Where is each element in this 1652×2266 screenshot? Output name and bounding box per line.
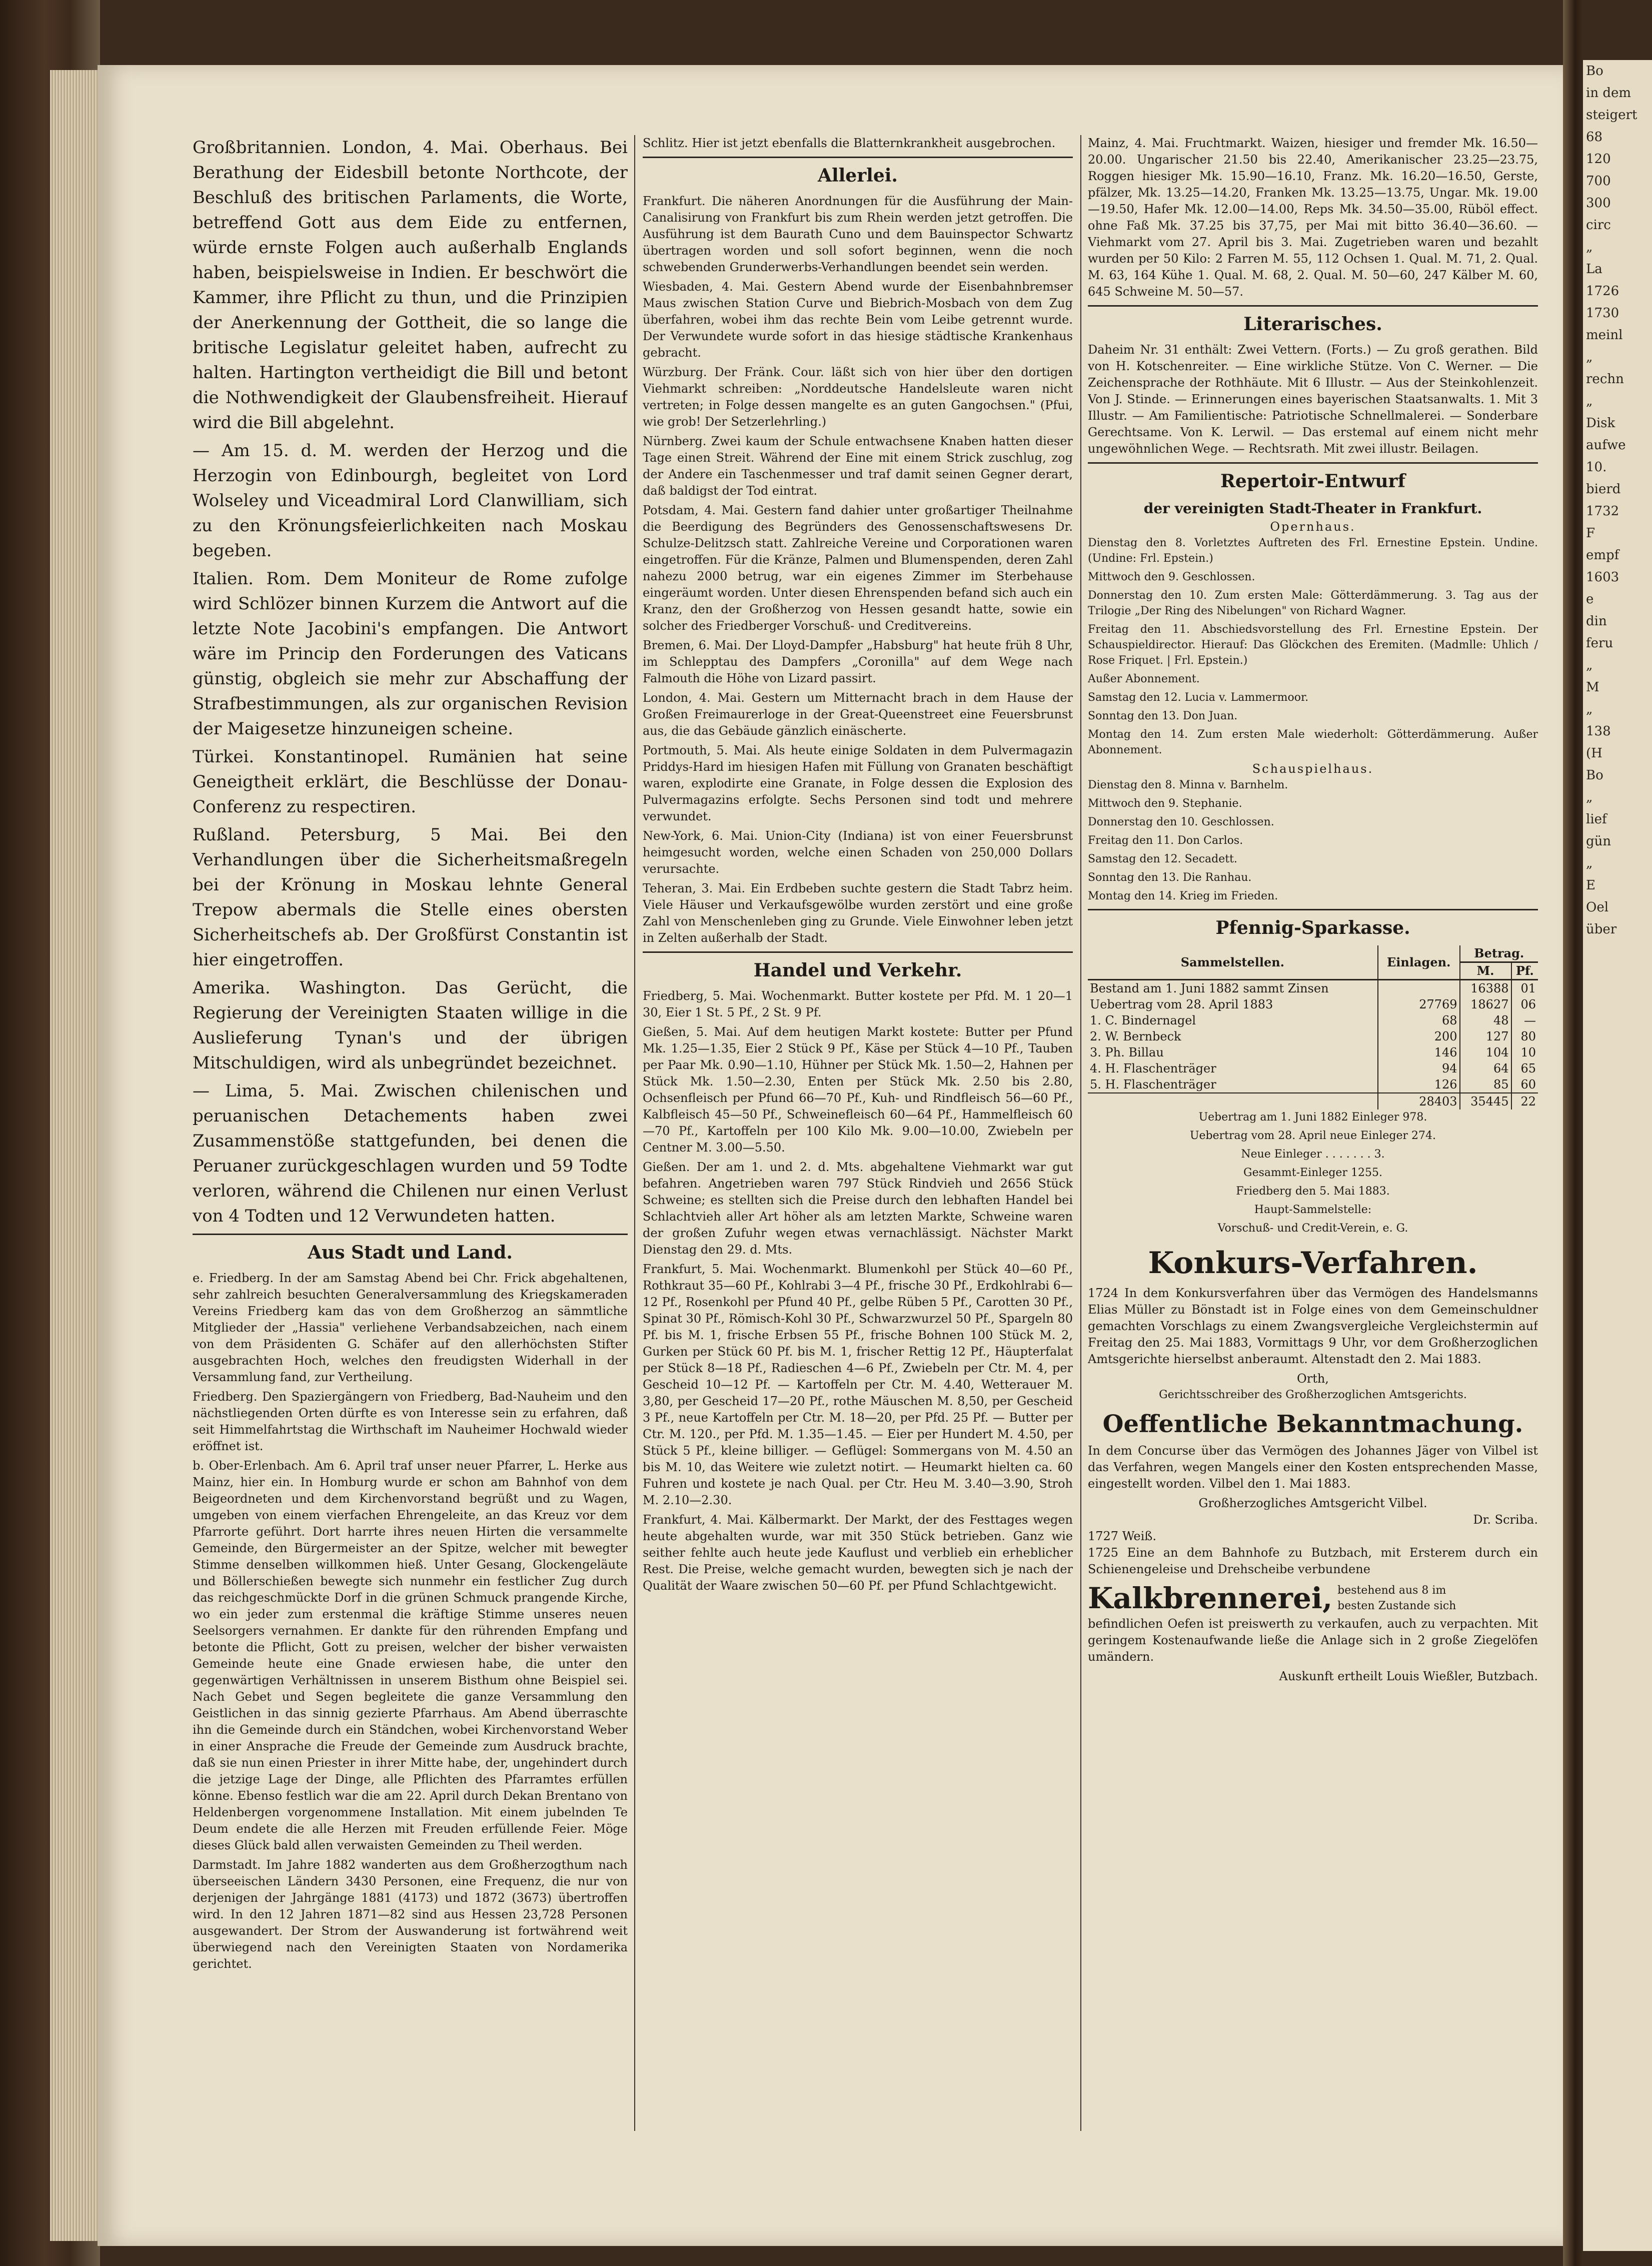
news-item: Großbritannien. London, 4. Mai. Oberhaus. Bei Berathung der Eidesbill betonte Northcote, der Beschluß des britischen Parlaments, die Worte, betreffend Gott aus dem Eide zu entfernen, würde ernste Folgen auch außerhalb Englands haben, beispielsweise in Indien. Er beschwört die Kammer, ihre Pflicht zu thun, und die Prinzipien der Anerkennung der Gottheit, die so lange die britische Legislatur geleitet haben, aufrecht zu halten. Hartington vertheidigt die Bill und betont die Nothwendigkeit der Glaubensfreiheit. Hierauf wird die Bill abgelehnt. [193,138,628,433]
table-row [1088,980,1538,997]
miscellaneous-news [643,193,1073,946]
adjacent-text: Oel [1586,900,1609,915]
misc-item: London, 4. Mai. Gestern um Mitternacht brach in dem Hause der Großen Freimaurerloge in der Great-Queenstreet eine Feuersbrunst aus, die das Gebäude gänzlich einäscherte. [643,691,1073,738]
local-item: Friedberg. Den Spaziergängern von Friedberg, Bad-Nauheim und den nächstliegenden Orten dürfte es von Interesse sein zu erfahren, daß seit Himmelfahrtstag die Wirthschaft im Nauheimer Hochwald wieder eröffnet ist. [193,1390,628,1453]
table-cell: 48 [1460,1012,1511,1028]
adjacent-text: circ [1586,218,1611,233]
table-cell: Uebertrag vom 28. April 1883 [1090,997,1273,1011]
literature-text: Daheim Nr. 31 enthält: Zwei Vettern. (Forts.) — Zu groß gerathen. Bild von H. Kotschenreiter. — Eine wirkliche Stütze. Von C. Werner. — Die Zeichensprache der Rothhäute. Mit 6 Illustr. — Aus der Steinkohlenzeit. Von J. Stinde. — Erinnerungen eines bayerischen Staatsanwalts. 1. Mit 3 Illustr. — Am Familientische: Patriotische Schnellmalerei. — Sonderbare Gerechtsame. Von K. Lerwil. — Das erstemal auf einem nicht mehr ungewöhnlichen Wege. — Rechtsrath. Mit zwei illustr. Beilagen. [1088,343,1538,456]
savings-note: Gesammt-Einleger 1255. [1243,1167,1382,1179]
table-cell: 4. H. Flaschenträger [1090,1061,1216,1075]
table-cell: 10 [1511,1044,1538,1060]
trade-item: Gießen. Der am 1. und 2. d. Mts. abgehaltene Viehmarkt war gut befahren. Angetrieben waren 797 Stück Rindvieh und 2656 Stück Schweine; es stellten sich die Preise durch den lebhaften Handel bei Schlachtvieh aller Art höher als am letzten Markte, Schweine waren der großen Zufuhr wegen etwas vernachlässigt. Nächster Markt Dienstag den 29. d. Mts. [643,1160,1073,1257]
misc-item: Teheran, 3. Mai. Ein Erdbeben suchte gestern die Stadt Tabrz heim. Viele Häuser und Verkaufsgewölbe wurden zerstört und eine große Zahl von Menschenleben ging zu Grunde. Viele Einwohner leben jetzt in Zelten außerhalb der Stadt. [643,881,1073,945]
column-1 [193,135,628,2176]
adjacent-text: 300 [1586,196,1611,211]
th-station: Sammelstellen. [1088,945,1378,980]
play-entry: Samstag den 12. Secadett. [1088,853,1237,865]
adjacent-text: gün [1586,834,1611,849]
news-item: Türkei. Konstantinopel. Rumänien hat seine Geneigtheit erklärt, die Beschlüsse der Donau-Conferenz zu respectiren. [193,747,628,817]
adjacent-text: Disk [1586,416,1615,431]
table-cell: 1. C. Bindernagel [1090,1013,1196,1027]
table-cell: 18627 [1460,996,1511,1012]
adjacent-text: E [1586,878,1595,893]
th-deposits: Einlagen. [1378,945,1460,980]
play-entry: Freitag den 11. Don Carlos. [1088,834,1243,847]
adjacent-text: lief [1586,812,1607,827]
misc-item: Würzburg. Der Fränk. Cour. läßt sich von hier über den dortigen Viehmarkt schreiben: „Norddeutsche Handelsleute waren nicht vertreten; in Folge dessen mangelte es an guten Gangochsen." (Pfui, wie grob! Der Setzerlehrling.) [643,365,1073,429]
play-entry: Dienstag den 8. Minna v. Barnhelm. [1088,779,1288,791]
repertoire-subtitle: der vereinigten Stadt-Theater in Frankfurt. [1143,500,1482,517]
lime-kiln-side-text: bestehend aus 8 im besten Zustande sich [1337,1584,1456,1612]
opera-entry: Mittwoch den 9. Geschlossen. [1088,571,1255,583]
news-item: — Am 15. d. M. werden der Herzog und die Herzogin von Edinbourgh, begleitet von Lord Wolseley und Viceadmiral Lord Clanwilliam, sich zu den Krönungsfeierlichkeiten nach Moskau begeben. [193,441,628,561]
table-row [1088,1076,1538,1093]
table-cell: 126 [1378,1076,1460,1093]
misc-item: Portmouth, 5. Mai. Als heute einige Soldaten in dem Pulvermagazin Priddys-Hard im hiesigen Hafen mit Füllung von Granaten beschäftigt waren, explodirte eine Granate, in Folge dessen die Explosion des Pulvermagazins erfolgte. Sechs Personen sind todt und mehrere verwundet. [643,743,1073,823]
table-cell: Bestand am 1. Juni 1882 sammt Zinsen [1090,981,1329,995]
announcement-title: Oeffentliche Bekanntmachung. [1102,1410,1523,1438]
opera-entry: Außer Abonnement. [1088,673,1200,685]
savings-note: Haupt-Sammelstelle: [1254,1204,1372,1216]
adjacent-text: 1732 [1586,504,1619,519]
opera-title: Opernhaus. [1270,520,1356,534]
table-cell: 3. Ph. Billau [1090,1045,1164,1059]
adjacent-text: feru [1586,636,1613,651]
opera-entry: Sonntag den 13. Don Juan. [1088,710,1238,722]
opera-entry: Samstag den 12. Lucia v. Lammermoor. [1088,691,1309,704]
table-cell: 146 [1378,1044,1460,1060]
th-pfennig: Pf. [1511,962,1538,980]
opera-entry: Donnerstag den 10. Zum ersten Male: Götterdämmerung. 3. Tag aus der Trilogie „Der Ring des Nibelungen" von Richard Wagner. [1088,589,1538,617]
table-cell: 2. W. Bernbeck [1090,1029,1181,1043]
local-item: Darmstadt. Im Jahre 1882 wanderten aus dem Großherzogthum nach überseeischen Ländern 3430 Personen, eine Frequenz, die nur von derjenigen der Jahrgänge 1881 (4173) und 1872 (3673) übertroffen wird. In den 12 Jahren 1871—82 sind aus Hessen 23,728 Personen ausgewandert. Der Strom der Auswanderung ist fortwährend weit überwiegend nach den Vereinigten Staaten von Nordamerika gerichtet. [193,1858,628,1971]
table-cell: 94 [1378,1060,1460,1076]
table-row [1088,1012,1538,1028]
adjacent-text: 120 [1586,152,1611,167]
trade-news [643,988,1073,1594]
play-entry: Donnerstag den 10. Geschlossen. [1088,816,1274,828]
lime-kiln-intro: 1725 Eine an dem Bahnhofe zu Butzbach, mit Ersterem durch ein Schienengeleise und Drehscheibe verbundene [1088,1546,1538,1576]
table-cell [1088,1093,1378,1109]
announcement-court: Großherzogliches Amtsgericht Vilbel. [1198,1496,1427,1510]
adjacent-text: in dem [1586,86,1631,101]
adjacent-text: (H [1586,746,1602,761]
table-total-row [1088,1093,1538,1109]
table-cell: 200 [1378,1028,1460,1044]
opera-entry: Montag den 14. Zum ersten Male wiederholt: Götterdämmerung. Außer Abonnement. [1088,728,1538,756]
trade-item: Gießen, 5. Mai. Auf dem heutigen Markt kostete: Butter per Pfund Mk. 1.25—1.35, Eier 2 Stück 9 Pf., Käse per Stück 4—10 Pf., Tauben per Paar Mk. 0.90—1.10, Hühner per Stück Mk. 1.50—2, Hahnen per Stück Mk. 1.50—2.30, Enten per Stück Mk. 2.50 bis 2.80, Ochsenfleisch per Pfund 66—70 Pf., Kuh- und Rindfleisch 56—60 Pf., Kalbfleisch 45—50 Pf., Schweinefleisch 60—64 Pf., Hammelfleisch 60—70 Pf., Kartoffeln per 100 Kilo Mk. 9.00—10.00, Zwiebeln per Centner M. 3.00—5.50. [643,1025,1073,1155]
adjacent-text: 1726 [1586,284,1619,299]
konkurs-text: 1724 In dem Konkursverfahren über das Vermögen des Handelsmanns Elias Müller zu Bönstadt ist in Folge eines von dem Gemeinschuldner gemachten Vorschlags zu einem Zwangsvergleiche Vergleichstermin auf Freitag den 25. Mai 1883, Vormittags 9 Uhr, vor dem Großherzoglichen Amtsgerichte hierselbst anberaumt. Altenstadt den 2. Mai 1883. [1088,1286,1538,1366]
adjacent-text: Bo [1586,768,1603,783]
opera-schedule [1088,535,1538,758]
column-2 [643,135,1073,2176]
konkurs-signature-office: Gerichtsschreiber des Großherzoglichen Amtsgerichts. [1159,1389,1467,1401]
adjacent-text: e [1586,592,1594,607]
adjacent-text: „ [1586,790,1593,805]
adjacent-text: 68 [1586,130,1603,145]
trade-item: Frankfurt, 4. Mai. Kälbermarkt. Der Markt, der des Festtages wegen heute abgehalten wurde, war mit 350 Stück betrieben. Ganz wie seither fehlte auch heute jede Kauflust und verblieb ein erheblicher Rest. Die Preise, welche gemacht wurden, bewegten sich je nach der Qualität der Waare zwischen 50—60 Pf. per Pfund Schlachtgewicht. [643,1513,1073,1593]
savings-note: Uebertrag am 1. Juni 1882 Einleger 978. [1198,1111,1427,1123]
adjacent-text: „ [1586,394,1593,409]
news-item: Rußland. Petersburg, 5 Mai. Bei den Verhandlungen über die Sicherheitsmaßregeln bei der Krönung in Moskau lehnte General Trepow abermals die Stelle eines obersten Sicherheitschefs ab. Der Großfürst Constantin ist hier eingetroffen. [193,825,628,970]
misc-item: Wiesbaden, 4. Mai. Gestern Abend wurde der Eisenbahnbremser Maus zwischen Station Curve und Biebrich-Mosbach von dem Zug überfahren, wobei ihm das rechte Bein vom Leibe getrennt wurde. Der Verwundete wurde sofort in das hiesige städtische Krankenhaus gebracht. [643,280,1073,360]
play-entry: Sonntag den 13. Die Ranhau. [1088,871,1252,884]
table-row [1088,1028,1538,1044]
savings-note: Friedberg den 5. Mai 1883. [1236,1185,1390,1198]
column-rule [1080,135,1081,2131]
adjacent-text: aufwe [1586,438,1626,453]
trade-item: Friedberg, 5. Mai. Wochenmarkt. Butter kostete per Pfd. M. 1 20—1 30, Eier 1 St. 5 Pf., 2 St. 9 Pf. [643,989,1073,1019]
table-cell: — [1511,1012,1538,1028]
table-cell: 64 [1460,1060,1511,1076]
th-amount: Betrag. [1460,945,1538,962]
table-cell: 27769 [1378,996,1460,1012]
section-title-trade: Handel und Verkehr. [643,951,1073,985]
th-mark: M. [1460,962,1511,980]
savings-title: Pfennig-Sparkasse. [1088,909,1538,942]
adjacent-text: bierd [1586,482,1621,497]
adjacent-page-fragment [1583,60,1652,2251]
adjacent-text: über [1586,922,1617,937]
page-edges [50,70,105,2241]
lime-kiln-text: befindlichen Oefen ist preiswerth zu verkaufen, auch zu verpachten. Mit geringem Kostenaufwande ließe die Anlage sich in 2 große Ziegelöfen umändern. [1088,1617,1538,1664]
misc-item: Frankfurt. Die näheren Anordnungen für die Ausführung der Main-Canalisirung von Frankfurt bis zum Rhein werden jetzt getroffen. Die Ausführung ist dem Baurath Cuno und dem Bauinspector Schwartz übertragen worden und soll sofort beginnen, wenn die noch schwebenden Grunderwerbs-Verhandlungen beendet sein werden. [643,194,1073,274]
play-entry: Mittwoch den 9. Stephanie. [1088,797,1242,810]
adjacent-text: meinl [1586,328,1623,343]
konkurs-title: Konkurs-Verfahren. [1148,1246,1478,1281]
table-cell: 65 [1511,1060,1538,1076]
news-item: Italien. Rom. Dem Moniteur de Rome zufolge wird Schlözer binnen Kurzem die Antwort auf die letzte Note Jacobini's empfangen. Die Antwort wäre im Princip den Forderungen des Vaticans günstig, obgleich sie mehr zur Abschaffung der Strafbestimmungen, als zur organischen Revision der Maigesetze hinzuneigen scheine. [193,569,628,739]
savings-table [1088,945,1538,1109]
book-gutter [1563,0,1583,2266]
savings-note: Vorschuß- und Credit-Verein, e. G. [1217,1222,1408,1235]
table-cell: 28403 [1378,1093,1460,1109]
table-row [1088,1044,1538,1060]
repertoire-title: Repertoir-Entwurf [1088,462,1538,496]
table-cell: 35445 [1460,1093,1511,1109]
table-cell [1378,980,1460,997]
adjacent-text: 700 [1586,174,1611,189]
misc-item: Potsdam, 4. Mai. Gestern fand dahier unter großartiger Theilnahme die Beerdigung des Begründers des Genossenschaftswesens Dr. Schulze-Delitzsch statt. Zahlreiche Vereine und Corporationen waren eingetroffen. Für die Kränze, Palmen und Blumenspenden, deren Zahl nahezu 2000 betrug, war ein eigenes Zimmer im Sterbehause eingeräumt worden. Unter diesen Ehrenspenden befand sich auch ein Kranz, den der Großherzog von Hessen gesandt hatte, sowie ein solcher des Friedberger Vorschuß- und Creditvereins. [643,503,1073,633]
adjacent-text: „ [1586,658,1593,673]
adjacent-text: F [1586,526,1595,541]
table-cell: 68 [1378,1012,1460,1028]
trade-item: Frankfurt, 5. Mai. Wochenmarkt. Blumenkohl per Stück 40—60 Pf., Rothkraut 35—60 Pf., Kohlrabi 3—4 Pf., frische 30 Pf., Erdkohlrabi 6—12 Pf., Rosenkohl per Pfund 40 Pf., gelbe Rüben 5 Pf., Carotten 30 Pf., Spinat 30 Pf., Römisch-Kohl 30 Pf., Schwarzwurzel 50 Pf., Spargeln 80 Pf. bis M. 1, frische Erbsen 55 Pf., frische Bohnen 100 Stück M. 2, Gurken per Stück 60 Pf. bis M. 1, frischer Rettig 12 Pf., Häupterfalat per Stück 8—18 Pf., Radieschen 4—6 Pf., Zwiebeln per Ctr. M. 4, per Gescheid 10—12 Pf. — Kartoffeln per Ctr. M. 4.40, Wetterauer M. 3,80, per Gescheid 17—20 Pf., rothe Mäuschen M. 8,50, per Gescheid 3 Pf., neue Kartoffeln per Ctr. M. 18—20, per Pfd. 25 Pf. — Butter per Ctr. M. 120., per Pfd. M. 1.35—1.45. — Eier per Hundert M. 4.50, per Stück 5 Pf., kleine billiger. — Geflügel: Sommergans von M. 4.50 an bis M. 10, das Weitere wie zuletzt notirt. — Heumarkt hielten ca. 60 Fuhren und kostete je nach Qual. per Ctr. Heu M. 3.40—3.90, Stroh M. 2.10—2.30. [643,1262,1073,1507]
table-cell: 22 [1511,1093,1538,1109]
table-row [1088,996,1538,1012]
local-item: e. Friedberg. In der am Samstag Abend bei Chr. Frick abgehaltenen, sehr zahlreich besuchten Generalversammlung des Kriegskameraden Vereins Friedberg kam das von dem Großherzog an sämmtliche Mitglieder der „Hassia" verliehene Verbandsabzeichen, nach einem von dem Präsidenten G. Schäfer auf den allerhöchsten Stifter ausgebrachten Hoch, welches den freudigsten Widerhall in der Versammlung fand, zur Vertheilung. [193,1271,628,1384]
opera-entry: Dienstag den 8. Vorletztes Auftreten des Frl. Ernestine Epstein. Undine. (Undine: Frl. Epstein.) [1088,537,1538,565]
table-cell: 01 [1511,980,1538,997]
table-cell: 127 [1460,1028,1511,1044]
misc-item: Bremen, 6. Mai. Der Lloyd-Dampfer „Habsburg" hat heute früh 8 Uhr, im Schlepptau des Dampfers „Coronilla" auf dem Wege nach Falmouth die Höhe von Lizard passirt. [643,638,1073,685]
misc-item: New-York, 6. Mai. Union-City (Indiana) ist von einer Feuersbrunst heimgesucht worden, welche einen Schaden von 250,000 Dollars verursachte. [643,829,1073,876]
table-cell: 16388 [1460,980,1511,997]
adjacent-text: „ [1586,702,1593,717]
table-cell: 06 [1511,996,1538,1012]
play-entry: Montag den 14. Krieg im Frieden. [1088,890,1278,902]
adjacent-text: 10. [1586,460,1607,475]
column-rule [634,135,635,2131]
adjacent-text: 138 [1586,724,1611,739]
adjacent-text: empf [1586,548,1619,563]
announcement-text: In dem Concurse über das Vermögen des Johannes Jäger von Vilbel ist das Verfahren, wegen Mangels einer den Kosten entsprechenden Masse, eingestellt worden. Vilbel den 1. Mai 1883. [1088,1444,1538,1491]
section-title-local: Aus Stadt und Land. [193,1234,628,1267]
savings-note: Uebertrag vom 28. April neue Einleger 274. [1189,1129,1436,1142]
table-cell: 80 [1511,1028,1538,1044]
table-cell: 85 [1460,1076,1511,1093]
schlitz-item: Schlitz. Hier ist jetzt ebenfalls die Blatternkrankheit ausgebrochen. [643,136,1056,150]
adjacent-text: steigert [1586,108,1637,123]
adjacent-text: „ [1586,856,1593,871]
adjacent-text: „ [1586,350,1593,365]
announcement-judge: Dr. Scriba. [1473,1513,1538,1527]
section-title-literature: Literarisches. [1088,305,1538,339]
savings-notes [1088,1109,1538,1236]
announcement-ref: 1727 Weiß. [1088,1529,1156,1543]
adjacent-text: rechn [1586,372,1624,387]
table-cell: 5. H. Flaschenträger [1090,1077,1216,1091]
news-item: Amerika. Washington. Das Gerücht, die Regierung der Vereinigten Staaten willige in die Auslieferung Tynan's und der übrigen Mitschuldigen, wird als unbegründet bezeichnet. [193,978,628,1073]
local-item: b. Ober-Erlenbach. Am 6. April traf unser neuer Pfarrer, L. Herke aus Mainz, hier ein. In Homburg wurde er schon am Bahnhof von dem Beigeordneten und dem Kirchenvorstand begrüßt und zu Wagen, umgeben von einem vierfachen Ehrengeleite, an das Kreuz vor dem Pfarrorte geführt. Dort harrte ihres neuen Hirten die versammelte Gemeinde, den Bürgermeister an der Spitze, welcher mit bewegter Stimme denselben willkommen hieß. Unter Gesang, Glockengeläute und Böllerschießen bewegte sich nunmehr ein festlicher Zug durch das reichgeschmückte Dorf in die grünen Schmuck prangende Kirche, wo ein jeder zum erstenmal die kräftige Stimme unseres neuen Seelsorgers vernahmen. Er dankte für den rührenden Empfang und betonte die Pflicht, Gott zu preisen, welcher der bisher verwaisten Gemeinde heute eine Gnade erwiesen habe, die unter den gegenwärtigen Verhältnissen in unserem Bisthum ohne Beispiel sei. Nach Gebet und Segen begleitete die ganze Versammlung den Geistlichen in das sinnig gezierte Pfarrhaus. Am Abend überraschte ihn die Gemeinde durch ein Ständchen, wobei Kirchenvorstand Weber in einer Ansprache die Freude der Gemeinde zum Ausdruck brachte, daß sie nun einen Priester in ihrer Mitte habe, der, ungehindert durch die jetzige Lage der Dinge, alle Pflichten des Pfarramtes erfüllen könne. Ebenso festlich war die am 22. April durch Dekan Brentano von Heldenbergen vorgenommene Installation. Mit einem jubelnden Te Deum endete die alle Herzen mit Freuden erfüllende Feier. Möge dieses Glück bald allen verwaisten Gemeinden zu Theil werden. [193,1459,628,1852]
adjacent-text: Bo [1586,64,1603,79]
adjacent-text: „ [1586,240,1593,255]
section-title-miscellaneous: Allerlei. [643,157,1073,190]
opera-entry: Freitag den 11. Abschiedsvorstellung des Frl. Ernestine Epstein. Der Schauspieldirector. Hierauf: Das Glöckchen des Eremiten. (Madmlle: Uhlich / Rose Friquet. | Frl. Epstein.) [1088,623,1538,667]
adjacent-text: M [1586,680,1599,695]
column-3 [1088,135,1538,2176]
table-cell: 60 [1511,1076,1538,1093]
local-news [193,1270,628,1972]
konkurs-signature-name: Orth, [1297,1372,1329,1386]
misc-item: Nürnberg. Zwei kaum der Schule entwachsene Knaben hatten dieser Tage einen Streit. Während der Eine mit einem Strick zuschlug, zog der Andere ein Taschenmesser und traf damit seinen Gegner derart, daß baldigst der Tod eintrat. [643,434,1073,498]
adjacent-text: din [1586,614,1607,629]
politics-news [193,135,628,1229]
lime-kiln-title: Kalkbrennerei, [1088,1581,1333,1615]
mainz-market: Mainz, 4. Mai. Fruchtmarkt. Waizen, hiesiger und fremder Mk. 16.50—20.00. Ungarischer 21.50 bis 22.40, Amerikanischer 23.25—23.75, Roggen hiesiger Mk. 15.90—16.10, Franz. Mk. 16.20—16.50, Gerste, pfälzer, Mk. 13.25—14.20, Franken Mk. 13.25—13.75, Ungar. Mk. 19.00—19.50, Hafer Mk. 12.00—14.00, Reps Mk. 34.50—35.00, Rüböl effect. ohne Faß Mk. 37.25 bis 37,75, per Mai mit bitto 36.40—36.60. — Viehmarkt vom 27. April bis 3. Mai. Zugetrieben waren und bezahlt wurden per 50 Kilo: 2 Farren M. 55, 112 Ochsen 1. Qual. M. 71, 2. Qual. M. 63, 164 Kühe 1. Qual. M. 68, 2. Qual. M. 50—60, 247 Kälber M. 60, 645 Schweine M. 50—57. [1088,136,1538,299]
savings-note: Neue Einleger . . . . . . . 3. [1241,1148,1385,1161]
play-title: Schauspielhaus. [1252,762,1374,776]
adjacent-text: La [1586,262,1602,277]
table-cell: 104 [1460,1044,1511,1060]
lime-kiln-contact: Auskunft ertheilt Louis Wießler, Butzbach. [1279,1669,1538,1683]
news-item: — Lima, 5. Mai. Zwischen chilenischen und peruanischen Detachements haben zwei Zusammenstöße stattgefunden, bei denen die Peruaner zurückgeschlagen wurden und 59 Todte verloren, während die Chilenen nur einen Verlust von 4 Todten und 12 Verwundeten hatten. [193,1081,628,1226]
adjacent-text: 1730 [1586,306,1619,321]
table-row [1088,1060,1538,1076]
adjacent-text: 1603 [1586,570,1619,585]
play-schedule [1088,777,1538,904]
